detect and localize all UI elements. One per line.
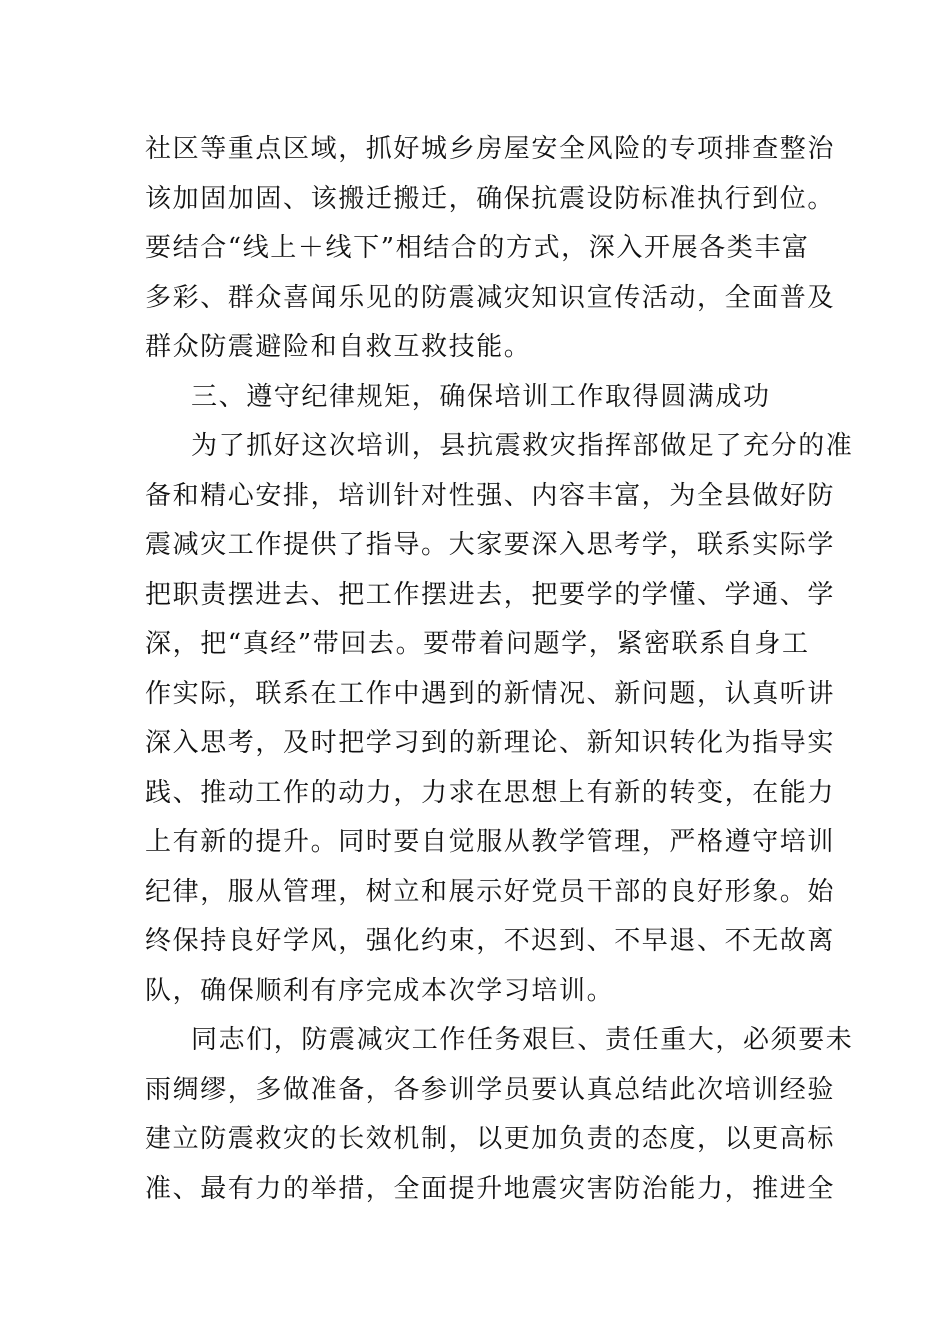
text-line: 践、推动工作的动力，力求在思想上有新的转变，在能力 bbox=[145, 777, 836, 808]
text-line: 上有新的提升。同时要自觉服从教学管理，严格遵守培训 bbox=[145, 827, 836, 857]
text-line: 多彩、群众喜闻乐见的防震减灾知识宣传活动，全面普及 bbox=[145, 282, 836, 313]
text-line: 备和精心安排，培训针对性强、内容丰富，为全县做好防 bbox=[145, 480, 836, 511]
text-line: 作实际，联系在工作中遇到的新情况、新问题，认真听讲 bbox=[145, 678, 836, 709]
text-line: 纪律，服从管理，树立和展示好党员干部的良好形象。始 bbox=[145, 876, 836, 907]
section-heading: 三、遵守纪律规矩，确保培训工作取得圆满成功 bbox=[191, 381, 771, 412]
text-line: 建立防震救灾的长效机制，以更加负责的态度，以更高标 bbox=[145, 1124, 836, 1154]
text-line: 该加固加固、该搬迁搬迁，确保抗震设防标准执行到位。 bbox=[145, 183, 836, 214]
text-line: 社区等重点区域，抓好城乡房屋安全风险的专项排查整治 bbox=[145, 134, 836, 164]
paragraph-start-line: 为了抓好这次培训，县抗震救灾指挥部做足了充分的准 bbox=[191, 431, 854, 461]
text-line: 准、最有力的举措，全面提升地震灾害防治能力，推进全 bbox=[145, 1173, 836, 1204]
document-body bbox=[145, 125, 854, 1214]
text-line: 震减灾工作提供了指导。大家要深入思考学，联系实际学 bbox=[145, 530, 836, 560]
text-line: 终保持良好学风，强化约束，不迟到、不早退、不无故离 bbox=[145, 926, 836, 956]
text-line: 群众防震避险和自救互救技能。 bbox=[145, 332, 532, 362]
text-line: 深，把“真经”带回去。要带着问题学，紧密联系自身工 bbox=[145, 629, 810, 659]
text-line: 深入思考，及时把学习到的新理论、新知识转化为指导实 bbox=[145, 728, 836, 758]
text-line: 队，确保顺利有序完成本次学习培训。 bbox=[145, 975, 615, 1006]
text-line: 把职责摆进去、把工作摆进去，把要学的学懂、学通、学 bbox=[145, 579, 836, 610]
paragraph-start-line: 同志们，防震减灾工作任务艰巨、责任重大，必须要未 bbox=[191, 1025, 854, 1055]
text-line: 雨绸缪，多做准备，各参训学员要认真总结此次培训经验 bbox=[145, 1074, 836, 1105]
text-line: 要结合“线上＋线下”相结合的方式，深入开展各类丰富 bbox=[145, 233, 810, 263]
